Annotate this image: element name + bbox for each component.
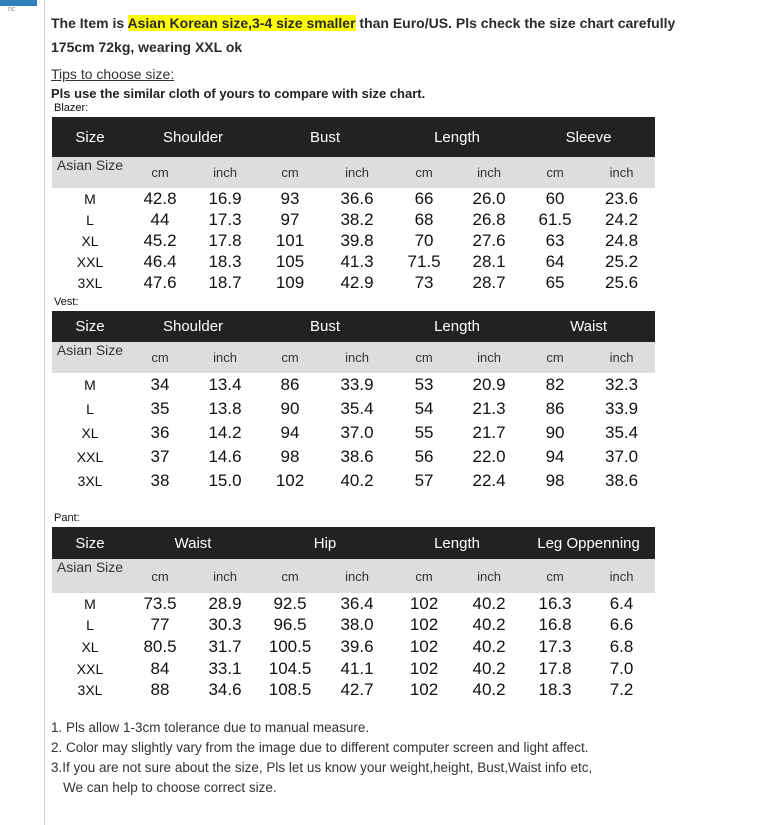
measurement-cell: 54 (414, 399, 434, 418)
measurement-cell: 37.0 (605, 447, 639, 466)
asian-size-label: Asian Size (52, 342, 128, 373)
measurement-cell: 64 (545, 251, 565, 271)
size-cell: M (84, 377, 96, 393)
column-header: Waist (128, 527, 258, 559)
measurement-cell: 33.9 (340, 375, 374, 394)
measurement-cell: 40.2 (472, 636, 506, 656)
table-row (52, 679, 655, 701)
measurement-cell: 32.3 (605, 375, 639, 394)
measurement-cell: 53 (414, 375, 434, 394)
unit-label: cm (128, 559, 192, 593)
column-header: Bust (258, 117, 392, 157)
measurement-cell: 28.9 (208, 593, 242, 613)
size-intro (51, 12, 751, 103)
measurement-cell: 105 (275, 251, 305, 271)
table-row (52, 593, 655, 615)
column-header: Length (392, 311, 522, 342)
unit-label: cm (258, 157, 322, 188)
size-notes (51, 718, 592, 798)
unit-label: cm (392, 559, 456, 593)
table-row (52, 209, 655, 230)
measurement-cell: 40.2 (472, 658, 506, 678)
measurement-cell: 57 (414, 471, 434, 490)
measurement-cell: 38 (150, 471, 170, 490)
measurement-cell: 98 (545, 471, 565, 490)
measurement-cell: 90 (545, 423, 565, 442)
unit-label: inch (192, 157, 258, 188)
measurement-cell: 21.7 (472, 423, 506, 442)
model-info: 175cm 72kg, wearing XXL ok (51, 39, 243, 55)
table-row (52, 469, 655, 493)
measurement-cell: 23.6 (605, 188, 639, 208)
size-warning-suffix: than Euro/US. Pls check the size chart carefully (355, 15, 676, 31)
measurement-cell: 56 (414, 447, 434, 466)
measurement-cell: 16.8 (538, 615, 572, 635)
size-cell: XXL (76, 449, 104, 465)
unit-label: inch (322, 559, 392, 593)
measurement-cell: 40.2 (472, 593, 506, 613)
measurement-cell: 7.2 (609, 680, 634, 700)
size-warning (51, 12, 751, 34)
vest-header-row (52, 311, 655, 342)
table-row (52, 188, 655, 209)
unit-label: inch (192, 559, 258, 593)
measurement-cell: 102 (409, 680, 439, 700)
measurement-cell: 26.8 (472, 209, 506, 229)
unit-label: inch (322, 342, 392, 373)
unit-label: cm (128, 157, 192, 188)
measurement-cell: 88 (150, 680, 170, 700)
measurement-cell: 33.9 (605, 399, 639, 418)
measurement-cell: 39.6 (340, 636, 374, 656)
measurement-cell: 41.1 (340, 658, 374, 678)
measurement-cell: 17.8 (538, 658, 572, 678)
measurement-cell: 7.0 (609, 658, 634, 678)
size-cell: 3XL (77, 274, 103, 291)
measurement-cell: 21.3 (472, 399, 506, 418)
size-warning-prefix: The Item is (51, 15, 128, 31)
measurement-cell: 68 (414, 209, 434, 229)
size-warning-highlight: Asian Korean size,3-4 size smaller (127, 15, 356, 31)
unit-label: inch (588, 342, 655, 373)
corner-badge (0, 0, 37, 6)
measurement-cell: 41.3 (340, 251, 374, 271)
measurement-cell: 109 (275, 272, 305, 292)
column-header: Length (392, 527, 522, 559)
measurement-cell: 15.0 (208, 471, 242, 490)
measurement-cell: 13.4 (208, 375, 242, 394)
measurement-cell: 37.0 (340, 423, 374, 442)
measurement-cell: 36.6 (340, 188, 374, 208)
blazer-size-table (52, 117, 655, 293)
measurement-cell: 46.4 (143, 251, 177, 271)
measurement-cell: 102 (409, 658, 439, 678)
measurement-cell: 60 (545, 188, 565, 208)
column-header: Waist (522, 311, 655, 342)
blazer-header-row (52, 117, 655, 157)
measurement-cell: 24.8 (605, 230, 639, 250)
measurement-cell: 28.1 (472, 251, 506, 271)
measurement-cell: 101 (275, 230, 305, 250)
unit-label: cm (392, 342, 456, 373)
blazer-unit-row (52, 157, 655, 188)
measurement-cell: 90 (280, 399, 300, 418)
column-header: Shoulder (128, 311, 258, 342)
table-row (52, 397, 655, 421)
measurement-cell: 30.3 (208, 615, 242, 635)
table-row (52, 251, 655, 272)
measurement-cell: 73 (414, 272, 434, 292)
unit-label: inch (588, 559, 655, 593)
measurement-cell: 86 (545, 399, 565, 418)
measurement-cell: 16.3 (538, 593, 572, 613)
corner-tag: nc (8, 6, 16, 13)
measurement-cell: 80.5 (143, 636, 177, 656)
measurement-cell: 94 (280, 423, 300, 442)
measurement-cell: 22.4 (472, 471, 506, 490)
measurement-cell: 28.7 (472, 272, 506, 292)
measurement-cell: 40.2 (472, 680, 506, 700)
column-header: Shoulder (128, 117, 258, 157)
measurement-cell: 33.1 (208, 658, 242, 678)
vest-size-table (52, 311, 655, 493)
measurement-cell: 36 (150, 423, 170, 442)
table-row (52, 272, 655, 293)
measurement-cell: 13.8 (208, 399, 242, 418)
column-header: Sleeve (522, 117, 655, 157)
unit-label: cm (128, 342, 192, 373)
measurement-cell: 102 (409, 593, 439, 613)
measurement-cell: 94 (545, 447, 565, 466)
measurement-cell: 66 (414, 188, 434, 208)
pant-header-row (52, 527, 655, 559)
measurement-cell: 14.6 (208, 447, 242, 466)
measurement-cell: 73.5 (143, 593, 177, 613)
measurement-cell: 6.4 (609, 593, 634, 613)
measurement-cell: 26.0 (472, 188, 506, 208)
measurement-cell: 34 (150, 375, 170, 394)
vest-unit-row (52, 342, 655, 373)
unit-label: inch (456, 559, 522, 593)
size-cell: XXL (76, 253, 104, 270)
size-cell: L (86, 401, 94, 417)
measurement-cell: 38.6 (340, 447, 374, 466)
measurement-cell: 55 (414, 423, 434, 442)
measurement-cell: 27.6 (472, 230, 506, 250)
note-1: 1. Pls allow 1-3cm tolerance due to manual measure. (51, 720, 370, 735)
size-cell: XL (81, 232, 99, 249)
unit-label: cm (522, 559, 588, 593)
measurement-cell: 45.2 (143, 230, 177, 250)
asian-size-label: Asian Size (52, 157, 128, 188)
measurement-cell: 34.6 (208, 680, 242, 700)
measurement-cell: 20.9 (472, 375, 506, 394)
measurement-cell: 42.8 (143, 188, 177, 208)
measurement-cell: 84 (150, 658, 170, 678)
measurement-cell: 63 (545, 230, 565, 250)
measurement-cell: 104.5 (268, 658, 312, 678)
measurement-cell: 25.6 (605, 272, 639, 292)
size-cell: 3XL (77, 473, 103, 489)
measurement-cell: 16.9 (208, 188, 242, 208)
measurement-cell: 24.2 (605, 209, 639, 229)
measurement-cell: 108.5 (268, 680, 312, 700)
unit-label: cm (392, 157, 456, 188)
measurement-cell: 65 (545, 272, 565, 292)
column-header: Size (52, 527, 128, 559)
measurement-cell: 31.7 (208, 636, 242, 656)
column-header: Length (392, 117, 522, 157)
measurement-cell: 100.5 (268, 636, 312, 656)
pant-unit-row (52, 559, 655, 593)
measurement-cell: 40.2 (472, 615, 506, 635)
measurement-cell: 6.6 (609, 615, 634, 635)
measurement-cell: 18.7 (208, 272, 242, 292)
table-row (52, 445, 655, 469)
measurement-cell: 40.2 (340, 471, 374, 490)
measurement-cell: 98 (280, 447, 300, 466)
table-row (52, 658, 655, 680)
measurement-cell: 102 (409, 636, 439, 656)
measurement-cell: 17.3 (208, 209, 242, 229)
column-header: Bust (258, 311, 392, 342)
measurement-cell: 35 (150, 399, 170, 418)
measurement-cell: 61.5 (538, 209, 572, 229)
note-4: We can help to choose correct size. (63, 780, 277, 795)
measurement-cell: 102 (409, 615, 439, 635)
size-cell: L (86, 211, 94, 228)
measurement-cell: 70 (414, 230, 434, 250)
measurement-cell: 39.8 (340, 230, 374, 250)
measurement-cell: 18.3 (538, 680, 572, 700)
measurement-cell: 82 (545, 375, 565, 394)
unit-label: cm (258, 559, 322, 593)
measurement-cell: 86 (280, 375, 300, 394)
measurement-cell: 102 (275, 471, 305, 490)
measurement-cell: 96.5 (273, 615, 307, 635)
size-cell: M (84, 190, 96, 207)
unit-label: inch (456, 157, 522, 188)
unit-label: inch (456, 342, 522, 373)
measurement-cell: 93 (280, 188, 300, 208)
column-header: Size (52, 311, 128, 342)
measurement-cell: 37 (150, 447, 170, 466)
measurement-cell: 38.0 (340, 615, 374, 635)
unit-label: cm (258, 342, 322, 373)
asian-size-label: Asian Size (52, 559, 128, 593)
measurement-cell: 6.8 (609, 636, 634, 656)
table-row (52, 230, 655, 251)
size-cell: 3XL (77, 682, 103, 699)
measurement-cell: 97 (280, 209, 300, 229)
page-divider-line (44, 0, 45, 825)
pant-size-table (52, 527, 655, 701)
measurement-cell: 35.4 (340, 399, 374, 418)
instruction-text: Pls use the similar cloth of yours to compare with size chart. (51, 86, 426, 101)
size-cell: L (86, 617, 94, 634)
measurement-cell: 38.6 (605, 471, 639, 490)
note-3: 3.If you are not sure about the size, Pls let us know your weight,height, Bust,Waist info etc, (51, 760, 593, 775)
measurement-cell: 18.3 (208, 251, 242, 271)
measurement-cell: 17.3 (538, 636, 572, 656)
measurement-cell: 17.8 (208, 230, 242, 250)
column-header: Size (52, 117, 128, 157)
size-cell: XL (81, 638, 99, 655)
measurement-cell: 44 (150, 209, 170, 229)
tips-heading: Tips to choose size: (51, 66, 175, 82)
size-cell: M (84, 595, 96, 612)
unit-label: inch (192, 342, 258, 373)
pant-label: Pant: (54, 512, 80, 524)
unit-label: inch (322, 157, 392, 188)
table-row (52, 421, 655, 445)
blazer-label: Blazer: (54, 102, 89, 114)
unit-label: cm (522, 342, 588, 373)
measurement-cell: 92.5 (273, 593, 307, 613)
column-header: Hip (258, 527, 392, 559)
measurement-cell: 36.4 (340, 593, 374, 613)
table-row (52, 615, 655, 637)
table-row (52, 373, 655, 397)
size-cell: XL (81, 425, 99, 441)
measurement-cell: 42.9 (340, 272, 374, 292)
column-header: Leg Oppenning (522, 527, 655, 559)
measurement-cell: 47.6 (143, 272, 177, 292)
unit-label: cm (522, 157, 588, 188)
measurement-cell: 42.7 (340, 680, 374, 700)
vest-label: Vest: (54, 296, 79, 308)
unit-label: inch (588, 157, 655, 188)
measurement-cell: 71.5 (407, 251, 441, 271)
table-row (52, 636, 655, 658)
measurement-cell: 77 (150, 615, 170, 635)
measurement-cell: 22.0 (472, 447, 506, 466)
measurement-cell: 14.2 (208, 423, 242, 442)
measurement-cell: 35.4 (605, 423, 639, 442)
note-2: 2. Color may slightly vary from the image due to different computer screen and light affect. (51, 740, 589, 755)
size-cell: XXL (76, 660, 104, 677)
measurement-cell: 38.2 (340, 209, 374, 229)
measurement-cell: 25.2 (605, 251, 639, 271)
